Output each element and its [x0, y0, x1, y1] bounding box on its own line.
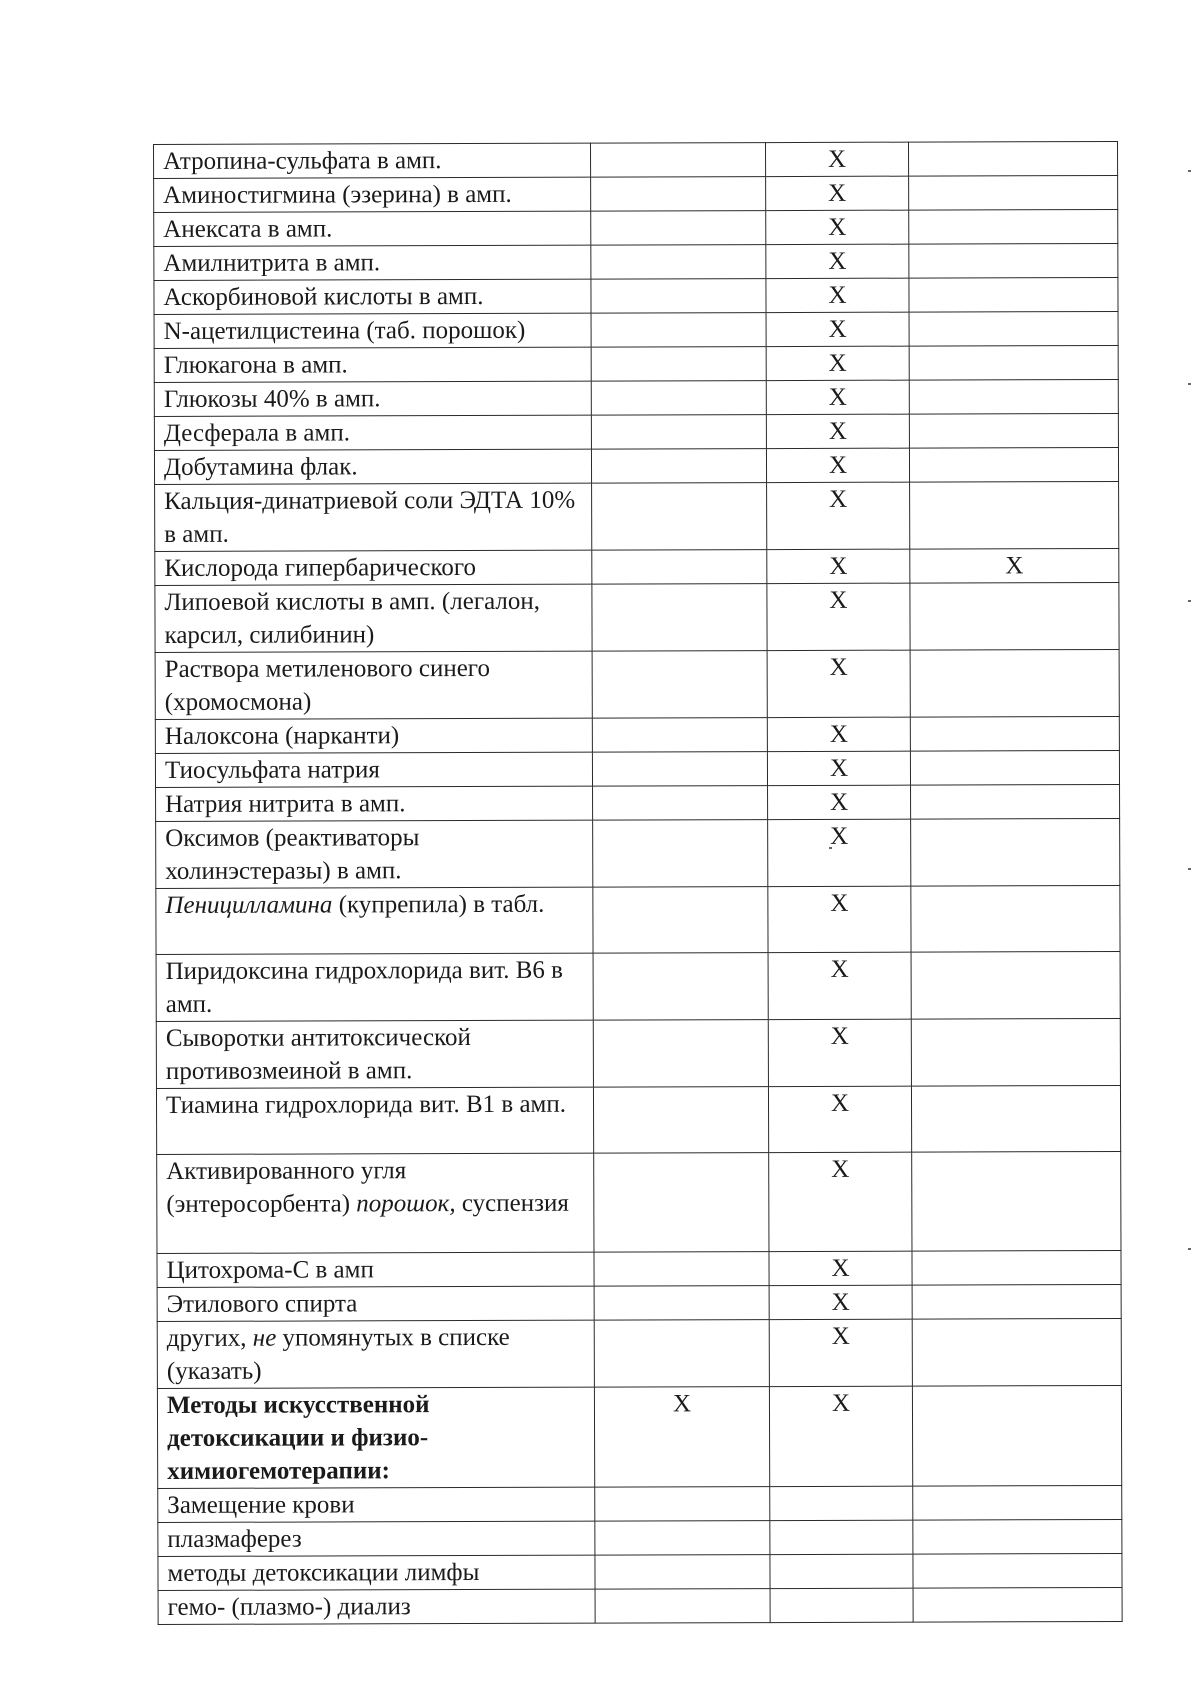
row-label: Аскорбиновой кислоты в амп. — [154, 279, 591, 314]
col2-cell — [593, 820, 768, 888]
col3-cell: X — [767, 549, 910, 583]
col2-cell — [595, 1487, 770, 1522]
table-row — [154, 141, 1118, 178]
col4-cell — [909, 277, 1118, 312]
row-label: Цитохрома-С в амп — [157, 1252, 594, 1287]
col2-cell — [591, 449, 766, 484]
table-row — [157, 1250, 1121, 1287]
col3-cell: X — [769, 1386, 912, 1486]
table-row — [157, 1318, 1121, 1388]
col4-cell — [909, 243, 1118, 278]
col2-cell — [591, 279, 766, 314]
col2-cell — [593, 1087, 768, 1154]
row-label-rest: суспензия — [455, 1189, 569, 1218]
scan-speck — [1188, 383, 1191, 385]
col2-cell — [591, 347, 766, 382]
col4-cell — [909, 379, 1118, 414]
row-label: плазмаферез — [158, 1521, 595, 1556]
table-row — [155, 548, 1119, 585]
col3-cell: X — [768, 785, 911, 819]
col2-cell — [591, 415, 766, 450]
row-label: Атропина-сульфата в амп. — [154, 143, 591, 178]
col4-cell — [910, 582, 1119, 650]
row-label: Амилнитрита в амп. — [154, 245, 591, 280]
col3-cell: X — [767, 751, 910, 785]
table-row — [154, 447, 1118, 484]
col3-cell: X — [767, 583, 910, 650]
antidote-table — [153, 141, 1123, 1625]
row-label: Глюкагона в амп. — [154, 347, 591, 382]
col4-cell — [910, 481, 1119, 549]
col3-cell: X — [766, 176, 909, 210]
col3-cell — [770, 1520, 913, 1554]
row-label — [157, 1320, 594, 1388]
col2-cell — [594, 1320, 769, 1388]
table-row — [154, 209, 1118, 246]
col3-cell: X — [767, 650, 910, 717]
col2-cell — [591, 211, 766, 246]
col3-cell — [770, 1554, 913, 1588]
row-label: Добутамина флак. — [154, 449, 591, 484]
row-label: гемо- (плазмо-) диализ — [158, 1589, 595, 1624]
table-row — [154, 175, 1118, 212]
row-label-start: Активированного угля (энтеросорбента) — [166, 1157, 407, 1218]
table-row — [155, 481, 1119, 551]
col4-cell: X — [910, 548, 1119, 583]
col2-cell — [590, 143, 765, 178]
table-row — [158, 1519, 1122, 1556]
table-row — [157, 1151, 1121, 1253]
table-row — [154, 413, 1118, 450]
col3-cell: X — [766, 278, 909, 312]
col2-cell — [595, 1521, 770, 1556]
col3-cell: X — [769, 1285, 912, 1319]
col4-cell — [909, 311, 1118, 346]
col3-cell: X — [768, 1086, 911, 1152]
col2-cell — [592, 483, 767, 551]
col2-cell — [593, 953, 768, 1021]
col3-cell: X — [769, 1152, 912, 1251]
col4-cell — [912, 1318, 1121, 1386]
table-row — [155, 716, 1119, 753]
table-row — [156, 951, 1120, 1021]
col2-cell — [594, 1153, 769, 1253]
col3-cell: X — [767, 482, 910, 549]
col4-cell — [911, 951, 1120, 1019]
row-label: Липоевой кислоты в амп. (легалон, карсил, силибинин) — [155, 584, 592, 652]
col2-cell — [592, 550, 767, 585]
col3-cell: X — [766, 380, 909, 414]
col2-cell — [593, 1020, 768, 1088]
section-title: Методы искусственной детоксикации и физио-химиогемотерапии: — [157, 1387, 594, 1488]
col4-cell — [911, 1085, 1120, 1152]
row-label-rest: (купрепила) в табл. — [332, 890, 545, 919]
col4-cell — [913, 1553, 1122, 1588]
row-label: методы детоксикации лимфы — [158, 1555, 595, 1590]
row-label: Налоксона (нарканти) — [155, 718, 592, 753]
col3-cell: X — [766, 312, 909, 346]
scan-speck — [1188, 1248, 1191, 1250]
table-row — [155, 649, 1119, 719]
section-header-row — [157, 1385, 1121, 1488]
row-label: Тиосульфата натрия — [155, 752, 592, 787]
col4-cell — [913, 1587, 1122, 1622]
table-row — [156, 1018, 1120, 1088]
col4-cell — [910, 750, 1119, 785]
row-label: Оксимов (реактиваторы холинэстеразы) в амп. — [156, 820, 593, 888]
col4-cell — [913, 1485, 1122, 1520]
row-label — [156, 887, 593, 954]
col3-cell: X — [768, 886, 911, 952]
col4-cell — [912, 1385, 1121, 1486]
row-label-rest: упомянутых в списке (указать) — [166, 1323, 510, 1385]
row-label: N-ацетилцистеина (таб. порошок) — [154, 313, 591, 348]
row-label — [157, 1153, 594, 1253]
row-label: Тиамина гидрохлорида вит. В1 в амп. — [156, 1087, 593, 1154]
col2-cell — [591, 245, 766, 280]
col4-cell — [910, 649, 1119, 717]
table-row — [157, 1284, 1121, 1321]
col2-cell — [592, 718, 767, 753]
col4-cell — [910, 716, 1119, 751]
col3-cell: X — [766, 244, 909, 278]
col3-cell: X — [768, 819, 911, 886]
col4-cell — [911, 1018, 1120, 1086]
table-row — [154, 311, 1118, 348]
table-row — [154, 345, 1118, 382]
col4-cell — [909, 175, 1118, 210]
row-label: Сыворотки антитоксической противозмеиной в амп. — [156, 1020, 593, 1088]
col2-cell — [592, 752, 767, 787]
col4-cell — [911, 818, 1120, 886]
col4-cell — [909, 413, 1118, 448]
col4-cell — [909, 209, 1118, 244]
col2-cell — [594, 1252, 769, 1287]
col2-cell — [591, 313, 766, 348]
col4-cell — [908, 141, 1117, 176]
table-row — [156, 1085, 1120, 1154]
row-label: Пиридоксина гидрохлорида вит. В6 в амп. — [156, 953, 593, 1021]
scan-speck — [1188, 868, 1191, 870]
table-row — [155, 750, 1119, 787]
col2-cell — [593, 887, 768, 954]
row-label-start: других, — [166, 1324, 253, 1352]
table-row — [154, 277, 1118, 314]
table-row — [158, 1485, 1122, 1522]
col3-cell: X — [766, 448, 909, 482]
col3-cell — [770, 1588, 913, 1622]
scan-speck — [1188, 170, 1191, 172]
table-row — [156, 818, 1120, 888]
row-label-italic: Пеницилламина — [165, 891, 333, 919]
row-label: Замещение крови — [158, 1487, 595, 1522]
col3-cell: X — [765, 142, 908, 176]
col3-cell: X — [769, 1319, 912, 1386]
row-label: Кальция-динатриевой соли ЭДТА 10% в амп. — [155, 483, 592, 551]
table-row — [158, 1587, 1122, 1624]
col2-cell — [591, 177, 766, 212]
table-row — [158, 1553, 1122, 1590]
col2-cell — [591, 381, 766, 416]
row-label: Аминостигмина (эзерина) в амп. — [154, 177, 591, 212]
col4-cell — [909, 345, 1118, 380]
table-row — [154, 243, 1118, 280]
col2-cell — [592, 584, 767, 652]
row-label: Раствора метиленового синего (хромосмона) — [155, 651, 592, 719]
row-label-italic: не — [252, 1324, 277, 1352]
col2-cell — [592, 651, 767, 719]
row-label: Кислорода гипербарического — [155, 550, 592, 585]
col4-cell — [913, 1519, 1122, 1554]
table-row — [155, 582, 1119, 652]
col3-cell: X — [766, 414, 909, 448]
table-row — [156, 885, 1120, 954]
col2-cell — [595, 1589, 770, 1624]
col3-cell: X — [768, 952, 911, 1019]
col2-cell — [595, 1555, 770, 1590]
col3-cell: X — [767, 717, 910, 751]
col3-cell: X — [766, 210, 909, 244]
col3-cell: X — [768, 1019, 911, 1086]
table-row — [156, 784, 1120, 821]
col3-cell: X — [769, 1251, 912, 1285]
table-row — [154, 379, 1118, 416]
row-label: Глюкозы 40% в амп. — [154, 381, 591, 416]
scan-speck — [1188, 600, 1191, 602]
row-label: Анексата в амп. — [154, 211, 591, 246]
col4-cell — [912, 1151, 1121, 1251]
col3-cell — [770, 1486, 913, 1520]
col3-cell: X — [766, 346, 909, 380]
col4-cell — [912, 1284, 1121, 1319]
row-label: Этилового спирта — [157, 1286, 594, 1321]
col4-cell — [912, 1250, 1121, 1285]
col2-cell: X — [594, 1387, 769, 1488]
row-label-italic: порошок, — [356, 1190, 456, 1218]
col4-cell — [911, 885, 1120, 952]
row-label: Десферала в амп. — [154, 415, 591, 450]
col4-cell — [909, 447, 1118, 482]
col4-cell — [911, 784, 1120, 819]
col2-cell — [593, 786, 768, 821]
row-label: Натрия нитрита в амп. — [156, 786, 593, 821]
col2-cell — [594, 1286, 769, 1321]
